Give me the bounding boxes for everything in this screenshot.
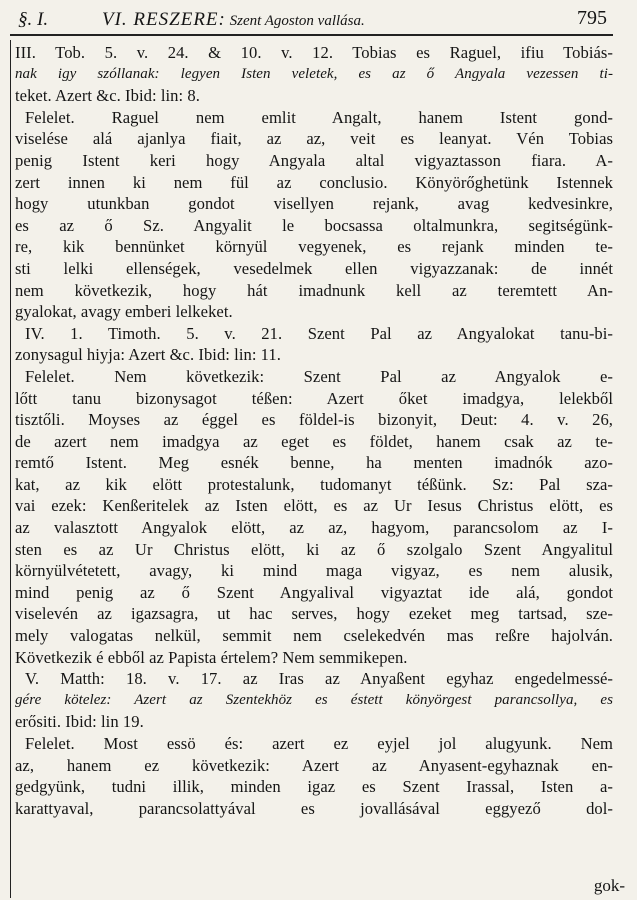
text-line: mely valogatas nelkül, semmit nem cselekedvén mas reßre hajolván. <box>15 626 613 646</box>
text-line: re, kik bennünket környül vegyenek, es rejank minden te- <box>15 237 613 257</box>
text-line: környülvétetett, avagy, ki mind maga vigyaz, es nem alusik, <box>15 561 613 581</box>
page-number: 795 <box>577 7 607 29</box>
text-line: Felelet. Nem következik: Szent Pal az Angyalok e- <box>25 366 613 386</box>
text-line: az valasztott Angyalok elött, az az, hagyom, parancsolom az I- <box>15 518 613 538</box>
catchword: gok- <box>593 876 625 895</box>
text-line: vai ezek: Kenßeritelek az Isten elött, es az Ur Iesus Christus elött, es <box>15 496 613 516</box>
text-line: az, hanem ez következik: Azert az Anyasent-egyhaznak en- <box>15 755 613 775</box>
text-line: penig Istent keri hogy Angyala altal vigyaztasson fiara. A- <box>15 150 613 170</box>
text-line: mind penig az ő Szent Angyalival vigyaztat ide alá, gondot <box>15 582 613 602</box>
text-line: gyalokat, avagy emberi lelkeket. <box>15 302 233 322</box>
text-line: nak igy szóllanak: legyen Isten veletek, es az ő Angyala vezessen ti- <box>15 65 613 82</box>
text-line: zert innen ki nem fül az conclusio. Könyörőghetünk Istennek <box>15 172 613 192</box>
text-line: karattyaval, parancsolattyával es jovallásával eggyező dol- <box>15 798 613 818</box>
text-line: Következik é ebből az Papista értelem? Nem semmikepen. <box>15 647 408 667</box>
text-line: remtő Istent. Meg esnék benne, ha menten imadnók azo- <box>15 453 613 473</box>
text-line: nem következik, hogy hát imadnunk kell az teremtett An- <box>15 280 613 300</box>
text-block <box>10 40 625 898</box>
text-line: Felelet. Raguel nem emlit Angalt, hanem Istent gond- <box>25 107 613 127</box>
text-line: es az ő Sz. Angyalit le bocsassa oltalmunkra, segitségünk- <box>15 215 613 235</box>
text-line: lőtt tanu bizonysagot téßen: Azert őket imadgya, lelekből <box>15 388 613 408</box>
text-line: Felelet. Most essö és: azert ez eyjel jol alugyunk. Nem <box>25 734 613 753</box>
text-line: teket. Azert &c. Ibid: lin: 8. <box>15 86 200 106</box>
text-line: viselése alá ajanlya fiait, az az, veit es leanyat. Vén Tobias <box>15 129 613 149</box>
text-line: V. Matth: 18. v. 17. az Iras az Anyaßent egyhaz engedelmessé- <box>25 669 613 689</box>
text-line: III. Tob. 5. v. 24. & 10. v. 12. Tobias es Raguel, ifiu Tobiás- <box>15 43 613 62</box>
text-line: IV. 1. Timoth. 5. v. 21. Szent Pal az Angyalokat tanu-bi- <box>25 323 613 343</box>
text-line: tisztőli. Moyses az éggel es földel-is bizonyit, Deut: 4. v. 26, <box>15 410 613 430</box>
text-line: gedgyünk, tudni illik, minden igaz es Szent Irassal, Isten a- <box>15 777 613 797</box>
running-title <box>102 6 365 35</box>
text-line: viselevén az igazsagra, ut hac serves, hogy ezeket meg tartsad, sze- <box>15 604 613 624</box>
text-line: de azert nem imadgya az eget es földet, hanem csak az te- <box>15 431 613 451</box>
text-line: gére kötelez: Azert az Szentekhöz es éstett könyörgest parancsollya, es <box>15 691 613 708</box>
text-line: sten es az Ur Christus elött, ki az ő szolgalo Szent Angyalitul <box>15 539 613 559</box>
text-line: erősiti. Ibid: lin 19. <box>15 712 144 732</box>
text-line: hogy utunkban gondot visellyen rejank, avag kedvesinkre, <box>15 194 613 214</box>
running-header <box>10 6 613 34</box>
running-title-rest: Szent Agoston vallása. <box>225 13 365 29</box>
text-line: sti lelki ellenségek, vesedelmek ellen vigyazzanak: de innét <box>15 258 613 278</box>
running-title-main: VI. RESZERE: <box>102 9 226 30</box>
text-line: zonysagul hiyja: Azert &c. Ibid: lin: 11. <box>15 345 281 365</box>
section-mark: §. I. <box>18 9 49 30</box>
text-line: kat, az kik elött protestalunk, tudomanyt téßünk. Sz: Pal sza- <box>15 474 613 494</box>
